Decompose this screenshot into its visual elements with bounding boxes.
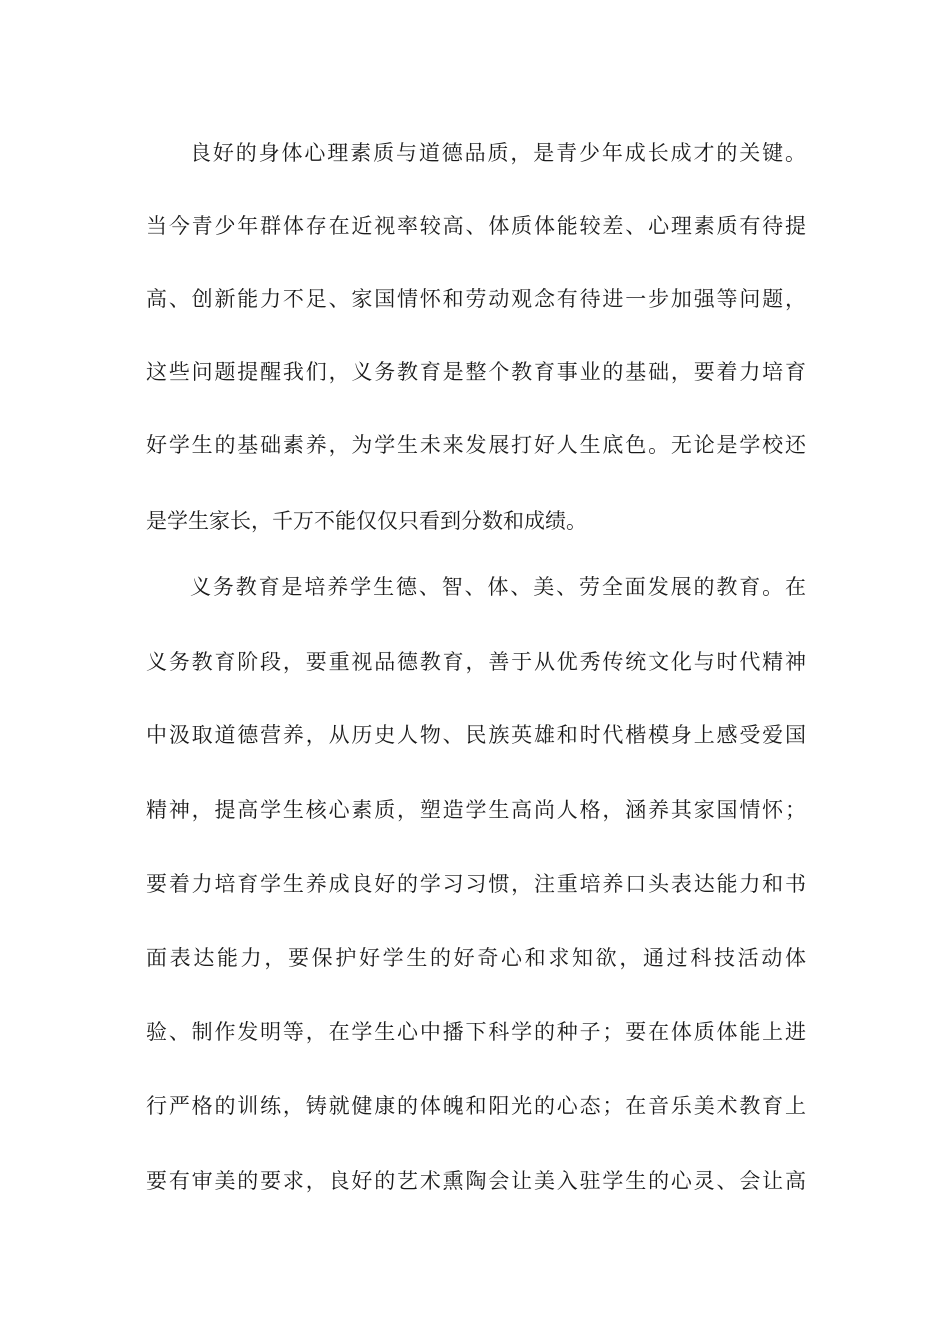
paragraph-2-line-3: 中汲取道德营养，从历史人物、民族英雄和时代楷模身上感受爱国 bbox=[146, 723, 806, 747]
paragraph-2-line-4: 精神，提高学生核心素质，塑造学生高尚人格，涵养其家国情怀； bbox=[146, 798, 806, 822]
paragraph-2-line-5: 要着力培育学生养成良好的学习习惯，注重培养口头表达能力和书 bbox=[146, 872, 806, 896]
paragraph-2-line-1: 义务教育是培养学生德、智、体、美、劳全面发展的教育。在 bbox=[190, 575, 806, 599]
paragraph-2-line-8: 行严格的训练，铸就健康的体魄和阳光的心态；在音乐美术教育上 bbox=[146, 1094, 806, 1118]
paragraph-1-line-6: 是学生家长，千万不能仅仅只看到分数和成绩。 bbox=[146, 509, 587, 533]
paragraph-1-line-3: 高、创新能力不足、家国情怀和劳动观念有待进一步加强等问题， bbox=[146, 287, 806, 311]
paragraph-2-line-6: 面表达能力，要保护好学生的好奇心和求知欲，通过科技活动体 bbox=[146, 946, 806, 970]
paragraph-1-line-1: 良好的身体心理素质与道德品质，是青少年成长成才的关键。 bbox=[190, 141, 806, 165]
paragraph-2-line-9: 要有审美的要求，良好的艺术熏陶会让美入驻学生的心灵、会让高 bbox=[146, 1169, 806, 1193]
paragraph-2-line-2: 义务教育阶段，要重视品德教育，善于从优秀传统文化与时代精神 bbox=[146, 650, 806, 674]
paragraph-1-line-4: 这些问题提醒我们，义务教育是整个教育事业的基础，要着力培育 bbox=[146, 360, 806, 384]
paragraph-2-line-7: 验、制作发明等，在学生心中播下科学的种子；要在体质体能上进 bbox=[146, 1020, 806, 1044]
paragraph-1-line-2: 当今青少年群体存在近视率较高、体质体能较差、心理素质有待提 bbox=[146, 214, 806, 238]
paragraph-1-line-5: 好学生的基础素养，为学生未来发展打好人生底色。无论是学校还 bbox=[146, 433, 806, 457]
